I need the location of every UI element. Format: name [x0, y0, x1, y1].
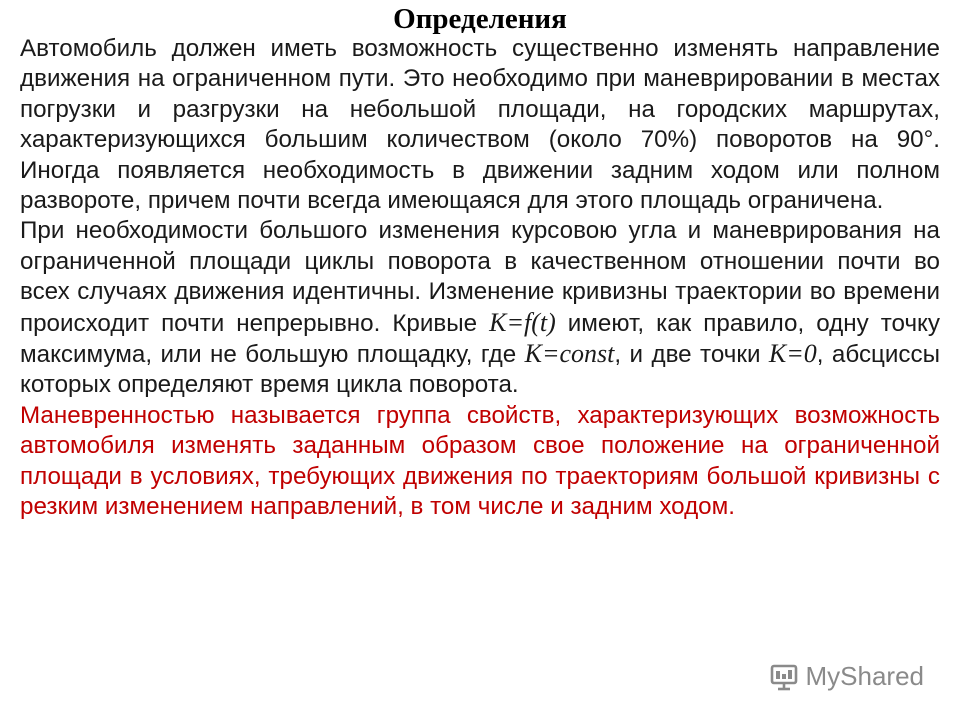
formula-k-zero: K=0 — [768, 339, 817, 369]
paragraph-maneuvering-need: Автомобиль должен иметь возможность существенно изменять направление движения на ограниченном пути. Это необходимо при маневрировании в местах погрузки и разгрузки на небольшой площади, на городских маршрутах, характеризующихся большим количеством (около 70%) поворотов на 90°. Иногда появляется необходимость в движении задним ходом или полном развороте, причем почти всегда имеющаяся для этого площадь ограничена. — [20, 35, 940, 215]
paragraph-text: , и две точки — [614, 341, 769, 369]
myshared-watermark — [770, 661, 925, 692]
presentation-board-icon — [770, 663, 800, 691]
formula-k-const: K=const — [524, 339, 615, 369]
paragraph-text: При необходимости большого изменения курсовою угла и маневрирования на ограниченной площади циклы поворота в качественном отношении почти во всех случаях движения идентичны. Изменение кривизны траектории во времени происходит почти непрерывно. Кривые — [20, 217, 940, 337]
definition-maneuverability: Маневренностью называется группа свойств, характеризующих возможность автомобиля изменять заданным образом свое положение на ограниченной площади в условиях, требующих движения по траекториям большой кривизны с резким изменением направлений, в том числе и задним ходом. — [20, 401, 940, 521]
paragraph-text: , абсциссы которых определяют время цикла поворота. — [20, 341, 940, 399]
slide-title: Определения — [393, 3, 567, 35]
watermark-text: MyShared — [805, 661, 924, 691]
formula-k-of-t: K=f(t) — [489, 307, 556, 337]
paragraph-turning-cycle — [20, 216, 940, 400]
paragraph-text: имеют, как правило, одну точку максимума, или не большую площадку, где — [20, 309, 941, 369]
